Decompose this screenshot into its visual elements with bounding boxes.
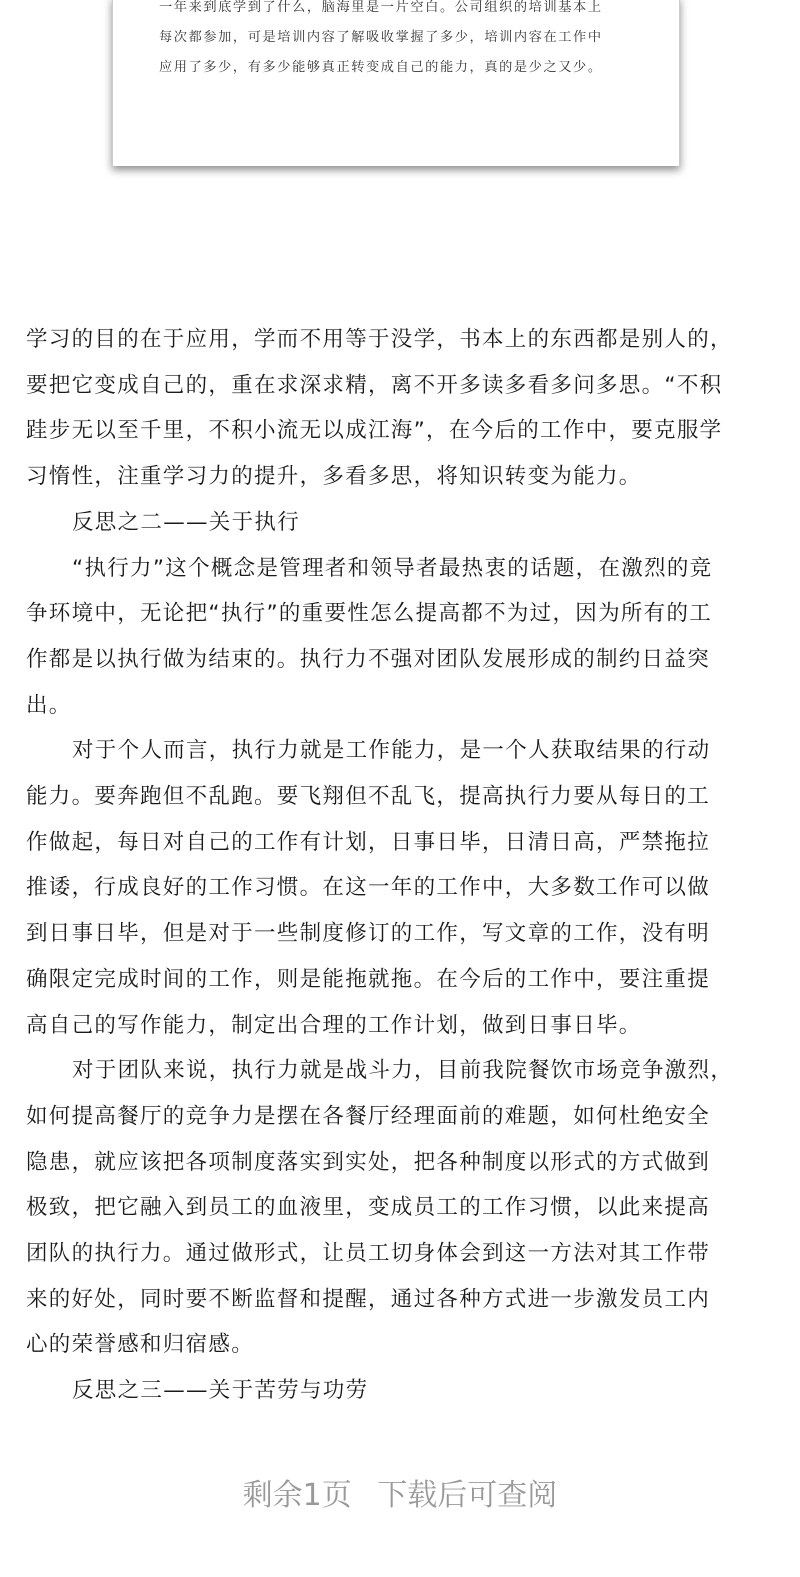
text-line: 出。	[26, 692, 72, 718]
text-line: 来的好处，同时要不断监督和提醒，通过各种方式进一步激发员工内	[26, 1286, 711, 1312]
text-line: 确限定完成时间的工作，则是能拖就拖。在今后的工作中，要注重提	[26, 966, 711, 992]
section-heading: 反思之二——关于执行	[72, 509, 301, 535]
card-text-line: 一年来到底学到了什么，脑海里是一片空白。公司组织的培训基本上	[159, 0, 603, 15]
text-line: 极致，把它融入到员工的血液里，变成员工的工作习惯，以此来提高	[26, 1195, 711, 1221]
text-line: “执行力”这个概念是管理者和领导者最热衷的话题，在激烈的竞	[72, 555, 713, 581]
preview-page-card	[112, 0, 680, 166]
text-line: 高自己的写作能力，制定出合理的工作计划，做到日事日毕。	[26, 1012, 642, 1038]
text-line: 团队的执行力。通过做形式，让员工切身体会到这一方法对其工作带	[26, 1241, 711, 1266]
remaining-pages-text: 剩余1页	[242, 1478, 352, 1513]
text-line: 习惰性，注重学习力的提升，多看多思，将知识转变为能力。	[26, 464, 642, 490]
text-line: 能力。要奔跑但不乱跑。要飞翔但不乱飞，提高执行力要从每日的工	[26, 784, 711, 809]
text-line: 对于个人而言，执行力就是工作能力，是一个人获取结果的行动	[72, 738, 711, 764]
card-text-line: 应用了多少，有多少能够真正转变成自己的能力，真的是少之又少。	[159, 60, 603, 75]
text-line: 对于团队来说，执行力就是战斗力，目前我院餐饮市场竞争激烈，	[72, 1058, 734, 1084]
text-line: 推诿，行成良好的工作习惯。在这一年的工作中，大多数工作可以做	[26, 875, 711, 901]
text-line: 学习的目的在于应用，学而不用等于没学，书本上的东西都是别人的，	[26, 327, 733, 352]
text-line: 争环境中，无论把“执行”的重要性怎么提高都不为过，因为所有的工	[26, 601, 713, 627]
text-line: 作做起，每日对自己的工作有计划，日事日毕，日清日高，严禁拖拉	[26, 829, 711, 855]
text-line: 跬步无以至千里，不积小流无以成江海”，在今后的工作中，要克服学	[26, 418, 723, 444]
text-line: 隐患，就应该把各项制度落实到实处，把各种制度以形式的方式做到	[26, 1149, 711, 1175]
download-prompt[interactable]	[0, 1470, 800, 1514]
text-line: 到日事日毕，但是对于一些制度修订的工作，写文章的工作，没有明	[26, 921, 711, 947]
section-heading: 反思之三——关于苦劳与功劳	[72, 1378, 369, 1404]
download-hint-text[interactable]: 下载后可查阅	[377, 1478, 558, 1513]
text-line: 要把它变成自己的，重在求深求精，离不开多读多看多问多思。“不积	[26, 372, 723, 398]
text-line: 如何提高餐厅的竞争力是摆在各餐厅经理面前的难题，如何杜绝安全	[26, 1103, 711, 1129]
text-line: 作都是以执行做为结束的。执行力不强对团队发展形成的制约日益突	[26, 646, 711, 672]
text-line: 心的荣誉感和归宿感。	[26, 1332, 255, 1358]
card-text-line: 每次都参加，可是培训内容了解吸收掌握了多少，培训内容在工作中	[159, 30, 603, 45]
